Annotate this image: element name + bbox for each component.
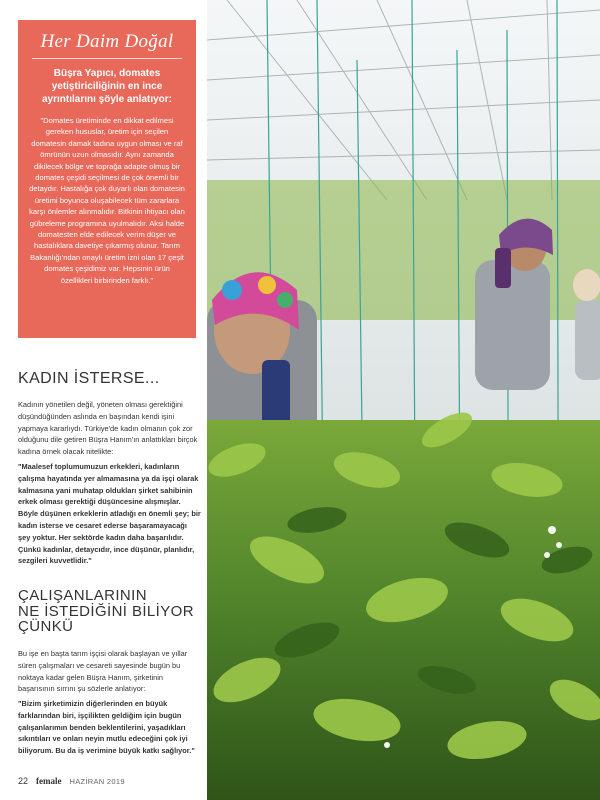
issue-date: HAZİRAN 2019 xyxy=(69,777,125,786)
sidebar-title: Her Daim Doğal xyxy=(40,31,174,52)
article-column xyxy=(0,0,207,800)
sidebar-box xyxy=(18,20,196,338)
section-heading-calisanlarinin xyxy=(18,588,203,635)
worker-right xyxy=(573,269,600,380)
section1-quote: "Maalesef toplumumuzun erkekleri, kadınların çalışma hayatında yer almamasına ya da işçi olarak kalmasına yani muhatap oldukları şirket sahibinin erkek olması gerektiği düşüncesine alışmışlar. Böyle düşünen erkeklerin atladığı en önemli şey; bir kadın isterse ve cesaret ederse başaramayacağı şey yoktur. Her sektörde kadın daha başarılıdır. Çünkü kadınlar, detaycıdır, ince düşünür, planlıdır, sezgileri kuvvetlidir." xyxy=(18,462,201,566)
heading-line-1: ÇALIŞANLARININ xyxy=(18,587,147,604)
heading-line-3: ÇÜNKÜ xyxy=(18,618,74,635)
sidebar-title-rule xyxy=(32,58,182,59)
page-footer xyxy=(18,776,125,786)
greenhouse-photo xyxy=(207,0,600,800)
section1-paragraph: Kadının yönetilen değil, yöneten olması gerektiğini düşündüğünden aslında en başından kendi işini yapmaya kararlıydı. Türkiye'de kadın olmanın çok zor olduğunu dile getiren Büşra Hanım'ın anlattıkları birçok kadına örnek olacak nitelikte: xyxy=(18,400,198,457)
section2-paragraph: Bu işe en başta tarım işçisi olarak başlayan ve yıllar süren çalışmaları ve cesareti sayesinde bugün bu noktaya kadar gelen Büşra Hanım, şirketinin başarısının sırrını şu sözlerle anlatıyor: xyxy=(18,649,188,694)
heading-line-2: NE İSTEDİĞİNİ BİLİYOR xyxy=(18,602,194,620)
section-heading-kadin-isterse: KADIN İSTERSE... xyxy=(18,370,160,387)
sidebar-quote: "Domates üretiminde en dikkat edilmesi gereken hususlar, üretim için seçilen domatesin damak tadına uygun olması ve raf ömrünün uzun olmasıdır. Aynı zamanda dikilecek bölge ve toprağa adapte olmuş bir domates çeşidi seçilmesi de çok önemli bir detaydır. Hastalığa çok duyarlı olan domatesin üretimi boyunca oluşabilecek tüm zararlara karşı önlemler alınmalıdır. Bitkinin ihtiyacı olan gübreleme programına uyulmalıdır. Aksi halde domatesten elde edilecek verim düşer ve hastalıklara davetiye çıkarmış olunur. Tarım Bakanlığı'ndan onaylı üretim izni olan 17 çeşit domates çeşidimiz var. Hepsinin ürün özellikleri birbirinden farklı." xyxy=(29,116,185,285)
magazine-logo: female xyxy=(36,776,62,786)
greenhouse-scene xyxy=(207,0,600,800)
page-number: 22 xyxy=(18,776,29,786)
section2-quote: "Bizim şirketimizin diğerlerinden en büyük farklarından biri, işçilikten geldiğim için bugün çalışanlarımın benden beklentilerini, yaşadıkları sıkıntıları ve onları neyin mutlu edeceğini çok iyi biliyorum. Bu da iş verimine büyük katkı sağlıyor." xyxy=(18,699,195,756)
sidebar-intro: Büşra Yapıcı, domates yetiştiriciliğinin en ince ayrıntılarını şöyle anlatıyor: xyxy=(41,68,173,105)
